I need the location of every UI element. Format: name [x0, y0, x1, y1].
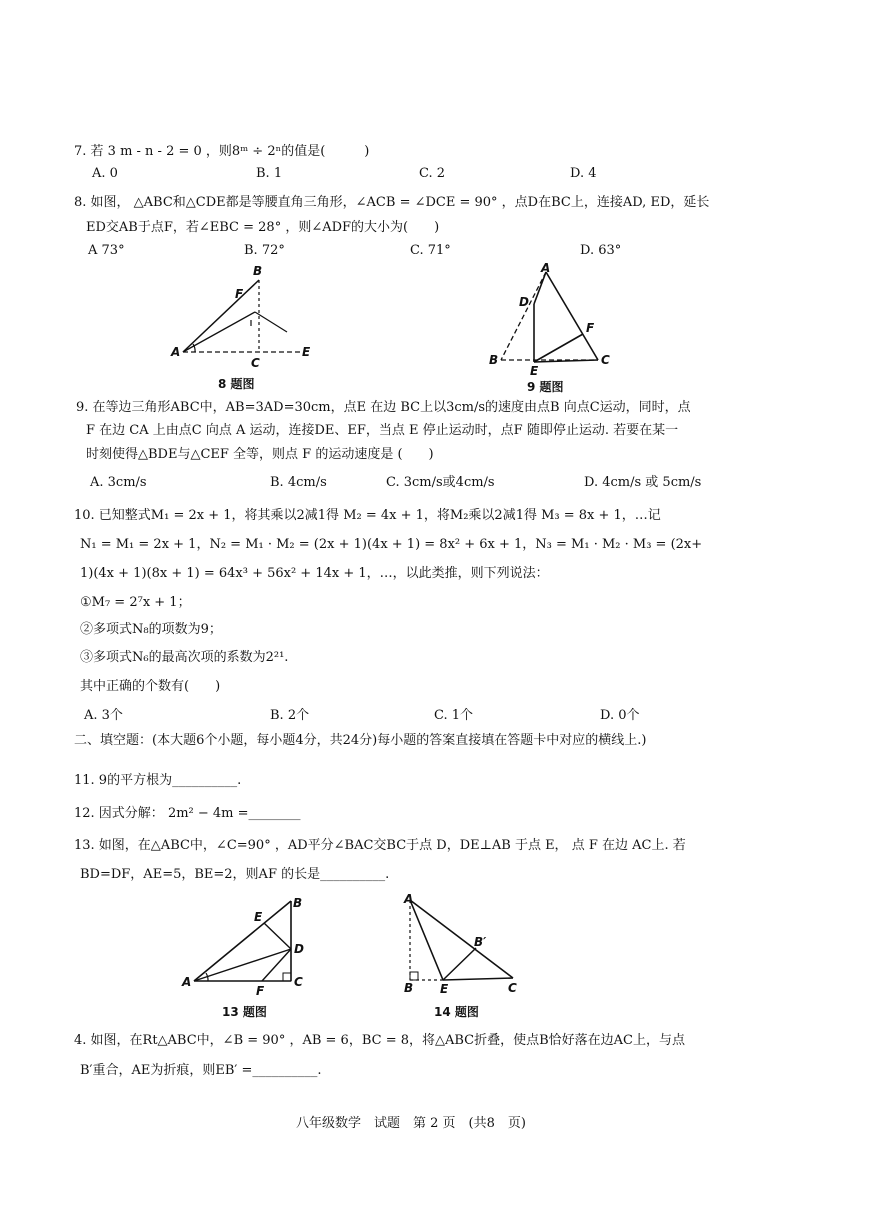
q10-line2: N₁ = M₁ = 2x + 1，N₂ = M₁ · M₂ = (2x + 1)(4x + 1) = 8x² + 6x + 1，N₃ = M₁ · M₂ · M₃ = (2x+ — [80, 537, 703, 552]
figure-8 — [165, 262, 325, 377]
q9-line3: 时刻使得△BDE与△CEF 全等，则点 F 的运动速度是 ( ) — [86, 447, 434, 462]
fig13-label-c: C — [294, 975, 303, 989]
q12: 12. 因式分解： 2m² − 4m =________ — [74, 806, 301, 821]
figure-14 — [398, 890, 528, 1000]
q9-line2: F 在边 CA 上由点C 向点 A 运动，连接DE、EF，当点 E 停止运动时，点F 随即停止运动. 若要在某一 — [86, 423, 679, 438]
fig14-label-b-prime: B′ — [474, 935, 487, 949]
q13-line2: BD=DF，AE=5，BE=2，则AF 的长是__________. — [80, 867, 390, 882]
fig9-label-b: B — [489, 353, 499, 367]
fig13-label-a: A — [182, 975, 192, 989]
section-2-heading: 二、填空题：(本大题6个小题，每小题4分，共24分)每小题的答案直接填在答题卡中对应的横线上.) — [74, 733, 647, 748]
q10-option-a: A. 3个 — [84, 708, 123, 723]
fig8-label-b: B — [253, 264, 263, 278]
q9-line1: 9. 在等边三角形ABC中，AB=3AD=30cm，点E 在边 BC上以3cm/s的速度由点B 向点C运动，同时，点 — [76, 400, 691, 415]
q7-option-a: A. 0 — [92, 166, 118, 181]
q8-line2: ED交AB于点F，若∠EBC = 28° ，则∠ADF的大小为( ) — [86, 220, 440, 235]
q8-option-a: A 73° — [88, 243, 125, 258]
fig14-label-e: E — [440, 982, 449, 996]
fig9-label-f: F — [586, 321, 595, 335]
q11: 11. 9的平方根为__________. — [74, 773, 242, 788]
q10-item2: ②多项式N₈的项数为9； — [80, 622, 222, 637]
q7-stem: 7. 若 3 m - n - 2 = 0 ，则8ᵐ ÷ 2ⁿ的值是( ) — [74, 144, 370, 159]
fig13-label-f: F — [256, 984, 265, 998]
fig8-label-c: C — [251, 356, 260, 370]
fig8-label-a: A — [171, 345, 181, 359]
fig13-label-d: D — [294, 942, 304, 956]
fig8-caption: 8 题图 — [218, 377, 255, 391]
fig14-caption: 14 题图 — [434, 1005, 479, 1019]
figure-9 — [486, 262, 621, 377]
q10-line3: 1)(4x + 1)(8x + 1) = 64x³ + 56x² + 14x + 1，…，以此类推，则下列说法： — [80, 566, 549, 581]
q14-line2: B′重合，AE为折痕，则EB′ =__________. — [80, 1063, 322, 1078]
q10-ask: 其中正确的个数有( ) — [80, 679, 221, 694]
fig13-label-b: B — [293, 896, 303, 910]
q10-item3: ③多项式N₆的最高次项的系数为2²¹. — [80, 650, 289, 665]
q14-line1: 4. 如图，在Rt△ABC中，∠B = 90° ，AB = 6，BC = 8，将△ABC折叠，使点B恰好落在边AC上，与点 — [74, 1033, 686, 1048]
q10-option-d: D. 0个 — [600, 708, 640, 723]
q7-option-d: D. 4 — [570, 166, 597, 181]
page-footer: 八年级数学 试题 第 2 页 (共8 页) — [296, 1116, 526, 1131]
q10-line1: 10. 已知整式M₁ = 2x + 1，将其乘以2减1得 M₂ = 4x + 1，将M₂乘以2减1得 M₃ = 8x + 1，…记 — [74, 508, 661, 523]
q8-line1: 8. 如图， △ABC和△CDE都是等腰直角三角形，∠ACB = ∠DCE = 90° ，点D在BC上，连接AD, ED，延长 — [74, 195, 710, 210]
fig14-label-a: A — [404, 892, 414, 906]
q7-option-b: B. 1 — [256, 166, 283, 181]
q8-option-b: B. 72° — [244, 243, 285, 258]
q10-option-c: C. 1个 — [434, 708, 474, 723]
fig9-label-d: D — [519, 295, 529, 309]
fig13-caption: 13 题图 — [222, 1005, 267, 1019]
figure-13 — [176, 893, 316, 1003]
fig14-label-c: C — [508, 981, 517, 995]
fig9-label-e: E — [530, 364, 539, 377]
q10-option-b: B. 2个 — [270, 708, 310, 723]
fig14-label-b: B — [404, 981, 414, 995]
q7-option-c: C. 2 — [419, 166, 446, 181]
q9-option-c: C. 3cm/s或4cm/s — [386, 475, 495, 490]
q10-item1: ①M₇ = 2⁷x + 1； — [80, 595, 191, 610]
fig8-label-e: E — [302, 345, 311, 359]
fig9-caption: 9 题图 — [527, 380, 564, 394]
q8-option-d: D. 63° — [580, 243, 622, 258]
q9-option-b: B. 4cm/s — [270, 475, 327, 490]
q9-option-a: A. 3cm/s — [90, 475, 147, 490]
fig8-label-f: F — [235, 287, 244, 301]
q8-option-c: C. 71° — [410, 243, 451, 258]
fig9-label-c: C — [601, 353, 610, 367]
fig9-label-a: A — [541, 262, 551, 275]
fig13-label-e: E — [254, 910, 263, 924]
q9-option-d: D. 4cm/s 或 5cm/s — [584, 475, 702, 490]
q13-line1: 13. 如图，在△ABC中，∠C=90° ，AD平分∠BAC交BC于点 D，DE⊥AB 于点 E， 点 F 在边 AC上. 若 — [74, 838, 686, 853]
